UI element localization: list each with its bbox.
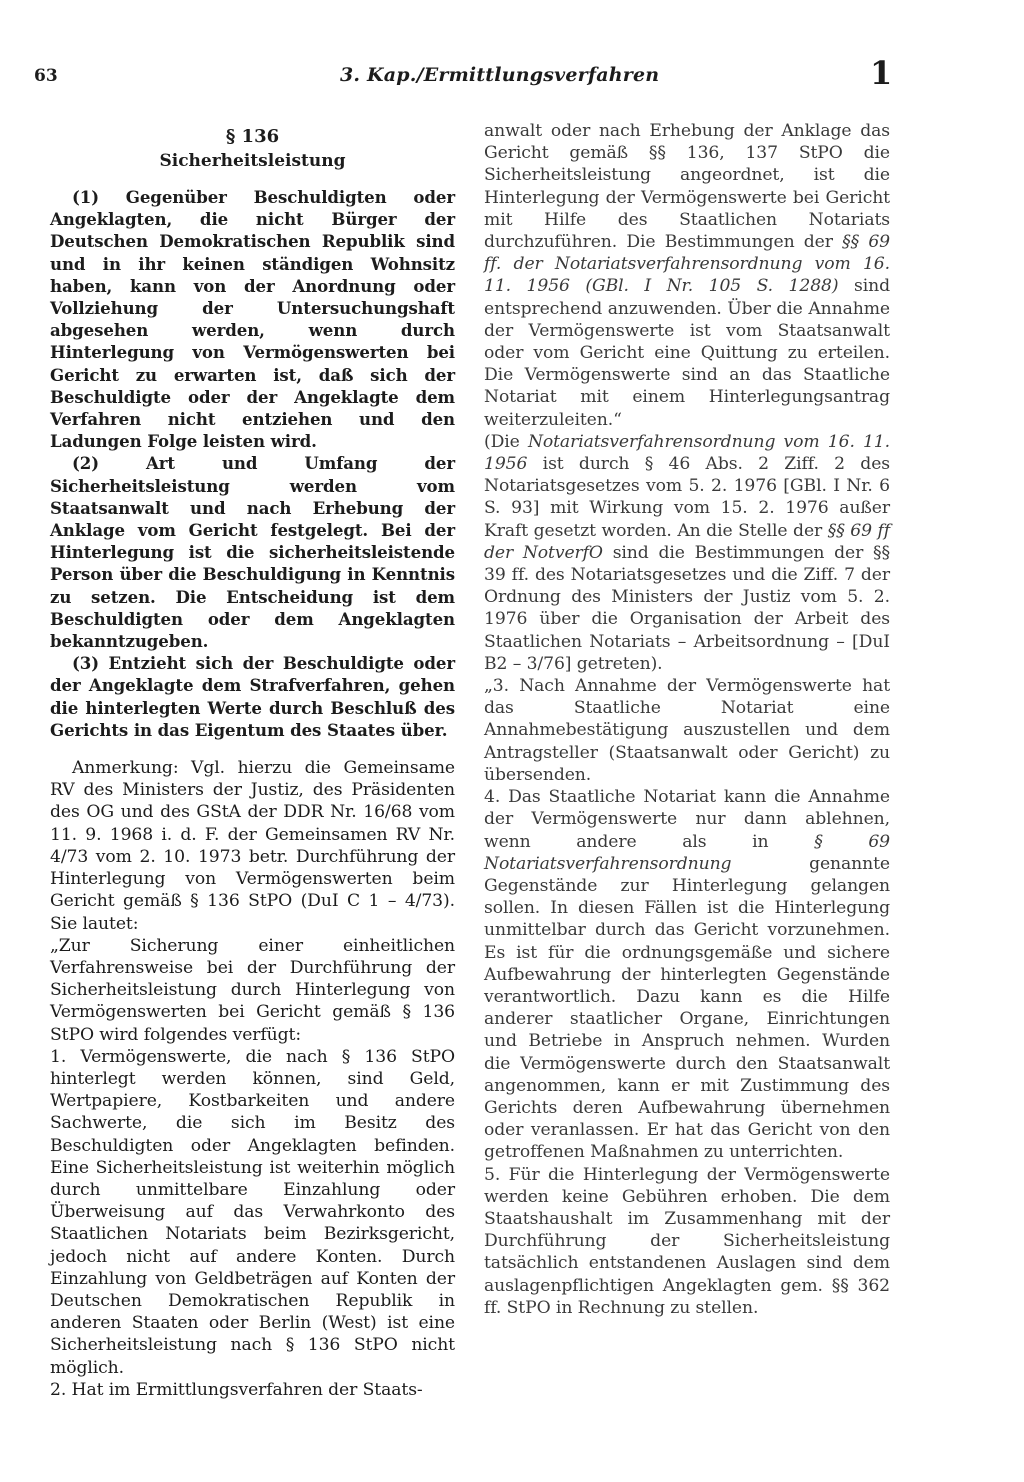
chapter-marker: 1 bbox=[870, 54, 893, 92]
quoted-item-5: 5. Für die Hinterlegung der Vermögenswerte werden keine Gebühren erhoben. Die dem Staatshaushalt im Zusammenhang mit der Durchführung der Sicherheitsleistung tatsächlich entstandenen Auslagen sind dem auslagenpflichtigen Angeklagten gem. §§ 362 ff. StPO in Rechnung zu stellen. bbox=[484, 1164, 890, 1318]
statute-paragraph-1: (1) Gegenüber Beschuldigten oder Angeklagten, die nicht Bürger der Deutschen Demokratischen Republik sind und in ihr keinen ständigen Wohnsitz haben, kann von der Anordnung oder Vollziehung der Untersuchungshaft abgesehen werden, wenn durch Hinterlegung von Vermögenswerten bei Gericht zu erwarten ist, daß sich der Beschuldigte oder der Angeklagte dem Verfahren nicht entziehen und den Ladungen Folge leisten wird. bbox=[50, 187, 455, 452]
quoted-item-2-start: 2. Hat im Ermittlungsverfahren der Staats- bbox=[50, 1379, 423, 1400]
section-number: § 136 bbox=[225, 126, 280, 147]
quoted-item-3: „3. Nach Annahme der Vermögenswerte hat das Staatliche Notariat eine Annahmebestätigung auszustellen und dem Antragsteller (Staatsanwalt oder Gericht) zu übersenden. bbox=[484, 676, 890, 785]
running-head: 3. Kap./Ermittlungsverfahren bbox=[340, 64, 660, 86]
citation-notariatsverfahrensordnung: §§ 69 ff. der Notariatsverfahrensordnung vom 16. 11. 1956 (GBl. I Nr. 105 S. 1288) bbox=[484, 232, 890, 297]
right-column bbox=[484, 120, 890, 1319]
editorial-note: (Die Notariatsverfahrensordnung vom 16. 11. 1956 ist durch § 46 Abs. 2 Ziff. 2 des Notariatsgesetzes vom 5. 2. 1976 [GBl. I Nr. 6 S. 93] mit Wirkung vom 15. 2. 1976 außer Kraft gesetzt worden. An die Stelle der §§ 69 ff der NotverfO sind die Bestimmungen der §§ 39 ff. des Notariatsgesetzes und die Ziff. 7 der Ordnung des Ministers der Justiz vom 5. 2. 1976 über die Organisation der Arbeit des Staatlichen Notariats – Arbeitsordnung – [DuI B2 – 3/76] getreten). bbox=[484, 431, 890, 674]
citation-notvo: Notariatsverfahrensordnung vom 16. 11. 1956 bbox=[484, 431, 890, 475]
quoted-item-4: 4. Das Staatliche Notariat kann die Annahme der Vermögenswerte nur dann ablehnen, wenn andere als in § 69 Notariatsverfahrensordnung genannte Gegenstände zur Hinterlegung gelangen sollen. In diesen Fällen ist die Hinterlegung unmittelbar durch das Gericht vorzunehmen. Es ist für die ordnungsgemäße und sichere Aufbewahrung der hinterlegten Gegenstände verantwortlich. Dazu kann es die Hilfe anderer staatlicher Organe, Einrichtungen und Betriebe in Anspruch nehmen. Wurden die Vermögenswerte durch den Staatsanwalt angenommen, kann er mit Zustimmung des Gerichts deren Aufbewahrung übernehmen oder veranlassen. Er hat das Gericht von den getroffenen Maßnahmen zu unterrichten. bbox=[484, 787, 891, 1163]
statute-paragraph-3: (3) Entzieht sich der Beschuldigte oder der Angeklagte dem Strafverfahren, gehen die hinterlegten Werte durch Beschluß des Gerichts in das Eigentum des Staates über. bbox=[50, 653, 455, 740]
page-number: 63 bbox=[34, 66, 58, 86]
left-column bbox=[50, 120, 455, 1401]
quoted-intro: „Zur Sicherung einer einheitlichen Verfahrensweise bei der Durchführung der Sicherheitsleistung durch Hinterlegung von Vermögenswerten bei Gericht gemäß § 136 StPO wird folgendes verfügt: bbox=[50, 935, 455, 1045]
statute-paragraph-2: (2) Art und Umfang der Sicherheitsleistung werden vom Staatsanwalt und nach Erhebung der Anklage vom Gericht festgelegt. Bei der Hinterlegung ist die sicherheitsleistende Person über die Beschuldigung in Kenntnis zu setzen. Die Entscheidung ist dem Beschuldigten oder dem Angeklagten bekanntzugeben. bbox=[50, 453, 455, 652]
citation-paragraph-69: § 69 Notariatsverfahrensordnung bbox=[484, 831, 891, 874]
quoted-item-2-continued: anwalt oder nach Erhebung der Anklage das Gericht gemäß §§ 136, 137 StPO die Sicherheitsleistung angeordnet, ist die Hinterlegung der Vermögenswerte bei Gericht mit Hilfe des Staatlichen Notariats durchzuführen. Die Bestimmungen der §§ 69 ff. der Notariatsverfahrensordnung vom 16. 11. 1956 (GBl. I Nr. 105 S. 1288) sind entsprechend anzuwenden. Über die Annahme der Vermögenswerte ist vom Staatsanwalt oder vom Gericht eine Quittung zu erteilen. Die Vermögenswerte sind an das Staatliche Notariat mit einem Hinterlegungsantrag weiterzuleiten.“ bbox=[484, 121, 890, 430]
section-title: Sicherheitsleistung bbox=[159, 151, 346, 171]
citation-notverfo: §§ 69 ff der NotverfO bbox=[484, 520, 890, 563]
quoted-item-1: 1. Vermögenswerte, die nach § 136 StPO hinterlegt werden können, sind Geld, Wertpapiere, Kostbarkeiten und andere Sachwerte, die sich im Besitz des Beschuldigten oder Angeklagten befinden. Eine Sicherheitsleistung ist weiterhin möglich durch unmittelbare Einzahlung oder Überweisung auf das Verwahrkonto des Staatlichen Notariats beim Bezirksgericht, jedoch nicht auf andere Konten. Durch Einzahlung von Geldbeträgen auf Konten der Deutschen Demokratischen Republik in anderen Staaten oder Berlin (West) ist eine Sicherheitsleistung nach § 136 StPO nicht möglich. bbox=[50, 1046, 455, 1378]
annotation-note: Anmerkung: Vgl. hierzu die Gemeinsame RV des Ministers der Justiz, des Präsidenten des OG und des GStA der DDR Nr. 16/68 vom 11. 9. 1968 i. d. F. der Gemeinsamen RV Nr. 4/73 vom 2. 10. 1973 betr. Durchführung der Hinterlegung von Vermögenswerten beim Gericht gemäß § 136 StPO (DuI C 1 – 4/73). Sie lautet: bbox=[50, 758, 455, 934]
page-header bbox=[0, 54, 1024, 98]
